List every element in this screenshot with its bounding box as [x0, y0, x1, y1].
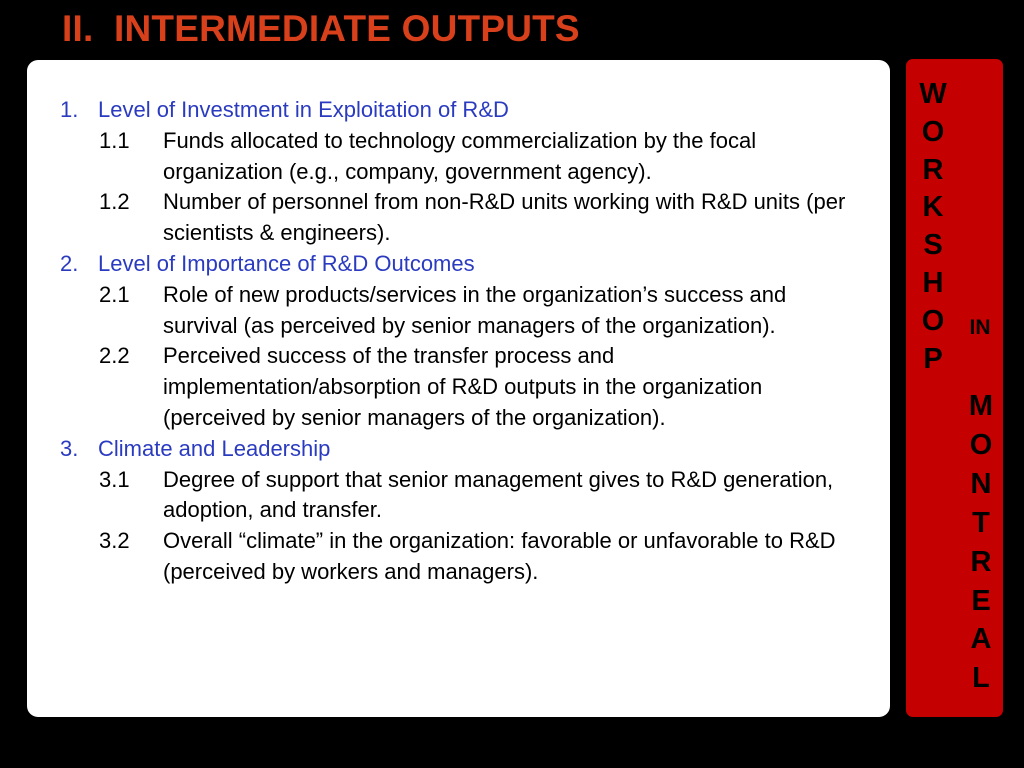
outline-list: [60, 95, 860, 588]
item-number: 2.1: [99, 281, 130, 307]
item-text: Degree of support that senior management gives to R&D generation, adoption, and transfer.: [163, 466, 834, 523]
sidebar-letter: N: [970, 467, 992, 500]
list-item: [60, 465, 860, 527]
section-title: Level of Importance of R&D Outcomes: [98, 250, 475, 276]
sidebar-word-in: [963, 314, 997, 342]
item-number: 3.1: [99, 466, 130, 492]
sidebar-letter: O: [921, 115, 945, 148]
section-heading: [60, 249, 860, 280]
item-number: 2.2: [99, 343, 130, 369]
sidebar-letter: K: [922, 191, 944, 224]
section-title: Level of Investment in Exploitation of R&D: [98, 97, 509, 122]
sidebar-letter: H: [922, 266, 944, 299]
item-number: 1.1: [99, 127, 130, 153]
sidebar-letter: S: [923, 229, 943, 262]
item-number: 1.2: [99, 189, 130, 215]
sidebar-word-workshop: [918, 76, 948, 378]
slide-title-text: INTERMEDIATE OUTPUTS: [114, 8, 580, 49]
sidebar-letter: E: [971, 584, 991, 617]
sidebar-letter: M: [968, 390, 994, 422]
sidebar-letter: T: [972, 506, 990, 539]
section-heading: [60, 434, 860, 465]
sidebar-letter: O: [969, 428, 993, 461]
section-number: 1.: [60, 97, 79, 122]
sidebar-in-label: IN: [969, 316, 991, 339]
section-number: 3.: [60, 435, 79, 461]
slide-title: [62, 8, 580, 50]
item-text: Role of new products/services in the organization’s success and survival (as perceived by senior managers of the organization).: [163, 281, 787, 338]
sidebar-letter: R: [970, 545, 992, 578]
item-text: Number of personnel from non-R&D units working with R&D units (per scientists & engineers).: [163, 189, 846, 246]
sidebar-word-montreal: [963, 387, 999, 698]
item-number: 3.2: [99, 528, 130, 554]
sidebar-letter: O: [921, 304, 945, 337]
section-title: Climate and Leadership: [98, 435, 331, 461]
item-text: Perceived success of the transfer process and implementation/absorption of R&D outputs in the organization (perceived by senior managers of the organization).: [163, 343, 763, 430]
item-text: Funds allocated to technology commercialization by the focal organization (e.g., company, government agency).: [163, 127, 757, 184]
list-item: [60, 280, 860, 342]
list-item: [60, 341, 860, 433]
list-item: [60, 126, 860, 188]
list-item: [60, 526, 860, 588]
sidebar-letter: W: [919, 78, 947, 110]
slide-title-number: II.: [62, 8, 94, 49]
item-text: Overall “climate” in the organization: favorable or unfavorable to R&D (perceived by workers and managers).: [163, 528, 836, 584]
list-item: [60, 187, 860, 249]
sidebar-letter: A: [970, 623, 992, 656]
section-heading: [60, 95, 860, 126]
sidebar-letter: L: [972, 662, 990, 695]
sidebar-letter: R: [922, 153, 944, 186]
section-number: 2.: [60, 250, 79, 276]
sidebar-letter: P: [923, 342, 943, 375]
